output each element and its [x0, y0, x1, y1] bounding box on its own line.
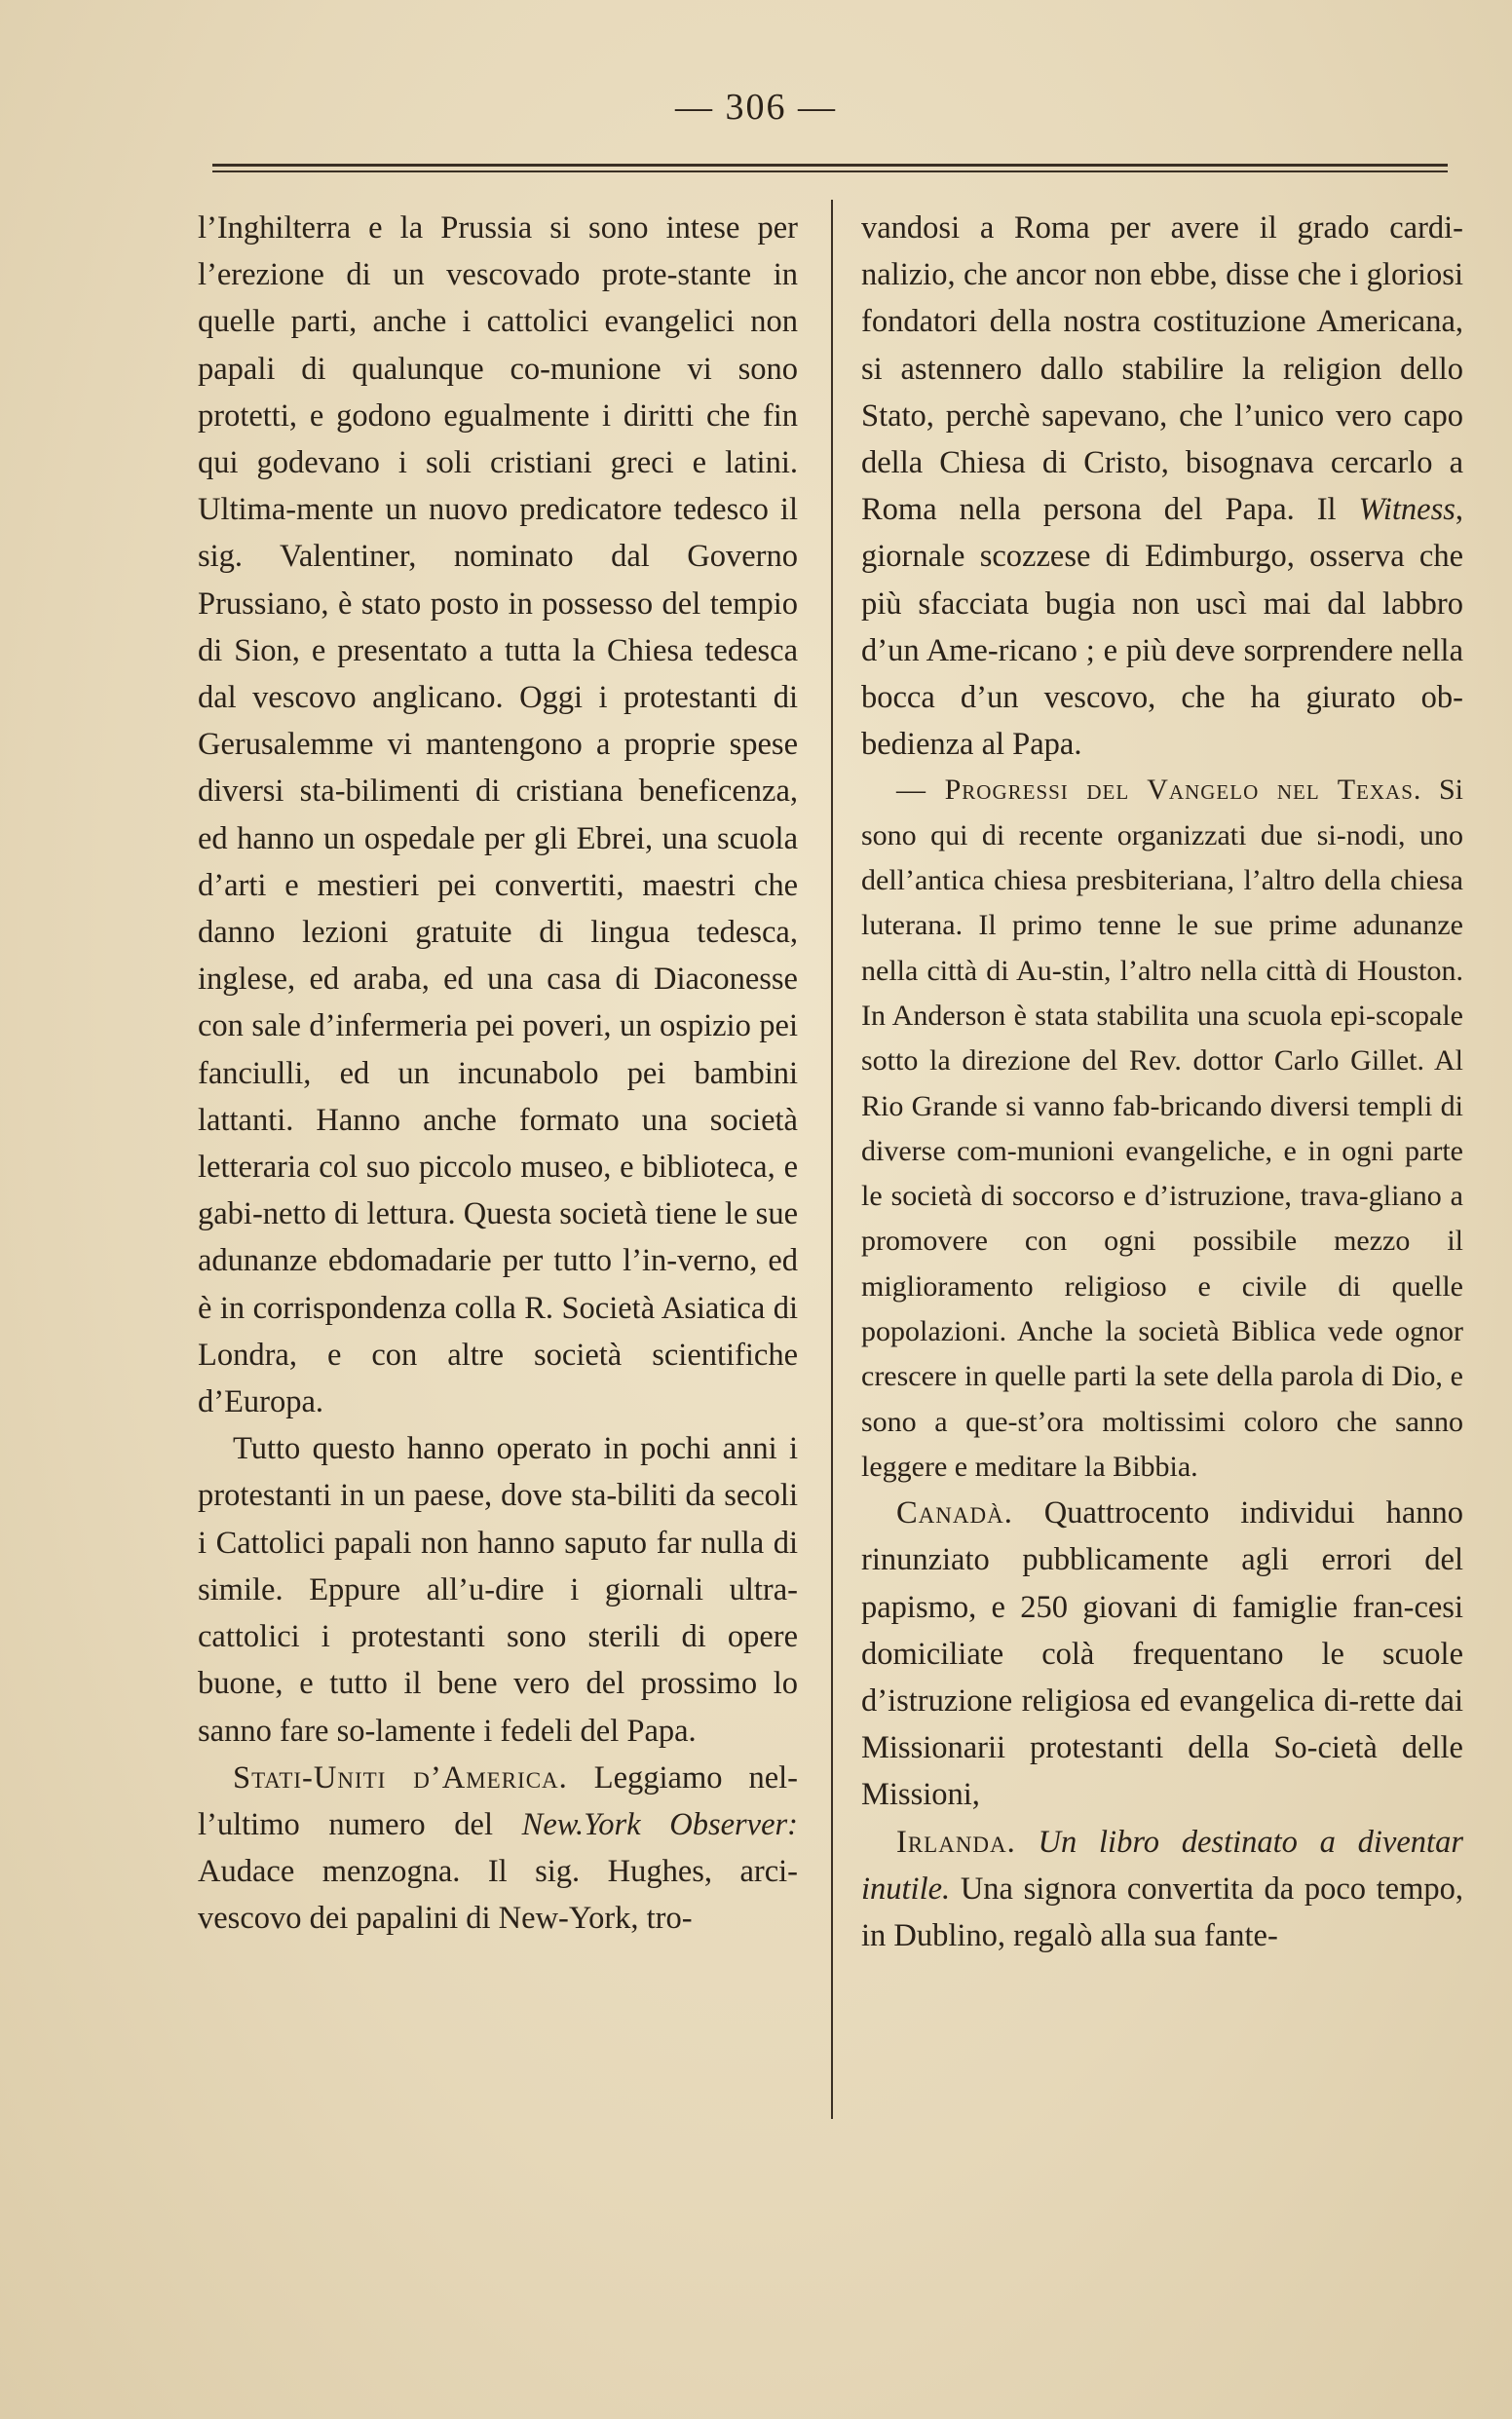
newspaper-title: New.York Observer:	[521, 1806, 798, 1842]
section-heading-canada: Canadà.	[896, 1495, 1013, 1531]
left-paragraph-jerusalem: l’Inghilterra e la Prussia si sono intese per l’erezione di un vescovado prote-stante in quelle parti, anche i cattolici evangelici non papali di qualunque co-munione vi sono protetti, e godono egualmente i diritti che fin qui godevano i soli cristiani greci e latini. Ultima-mente un nuovo predicatore tedesco il sig. Valentiner, nominato dal Governo Prussiano, è stato posto in possesso del tempio di Sion, e presentato a tutta la Chiesa tedesca dal vescovo anglicano. Oggi i protestanti di Gerusalemme vi mantengono a proprie spese diversi sta-bilimenti di cristiana beneficenza, ed hanno un ospedale per gli Ebrei, una scuola d’arti e mestieri pei convertiti, maestri che danno lezioni gratuite di lingua tedesca, inglese, ed araba, ed una casa di Diaconesse con sale d’infermeria pei poveri, un ospizio pei fanciulli, ed un incunabolo pei bambini lattanti. Hanno anche formato una società letteraria col suo piccolo museo, e biblioteca, e gabi-netto di lettura. Questa società tiene le sue adunanze ebdomadarie per tutto l’in-verno, ed è in corrispondenza colla R. Società Asiatica di Londra, e con altre società scientifiche d’Europa.	[198, 210, 798, 1420]
column-divider	[831, 200, 833, 2119]
section-heading-texas: — Progressi del Vangelo nel Texas.	[896, 774, 1422, 807]
usa-text-end: Audace menzogna. Il sig. Hughes, arci-vescovo dei papalini di New-York, tro-	[198, 1854, 798, 1937]
header-rule-thin	[212, 170, 1448, 172]
right-paragraph-canada	[861, 1490, 1463, 1818]
ireland-text: Una signora convertita da poco tempo, in Dublino, regalò alla sua fante-	[861, 1871, 1463, 1954]
texas-text: Si sono qui di recente organizzati due si-nodi, uno dell’antica chiesa presbiteriana, l’altro della chiesa luterana. Il primo tenne le sue prime adunanze nella città di Au-stin, l’altro nella città di Houston. In Anderson è stata stabilita una scuola epi-scopale sotto la direzione del Rev. dottor Carlo Gillet. Al Rio Grande si vanno fab-bricando diversi templi di diverse com-munioni evangeliche, e in ogni parte le società di soccorso e d’istruzione, trava-gliano a promovere con ogni possibile mezzo il miglioramento religioso e civile di quelle popolazioni. Anche la società Biblica vede ognor crescere in quelle parti la sete della parola di Dio, e sono a que-st’ora moltissimi coloro che sanno leggere e meditare la Bibbia.	[861, 774, 1463, 1483]
continuation-text-end: , giornale scozzese di Edimburgo, osserva che più sfacciata bugia non uscì mai dal labbro d’un Ame-ricano ; e più deve sorprendere nella bocca d’un vescovo, che ha giurato ob-bedienza al Papa.	[861, 492, 1463, 763]
left-paragraph-usa	[198, 1755, 798, 1943]
header-rule	[212, 164, 1448, 167]
right-column	[861, 205, 1463, 1959]
continuation-text: vandosi a Roma per avere il grado cardi-nalizio, che ancor non ebbe, disse che i gloriosi fondatori della nostra costituzione Americana, si astennero dallo stabilire la religion dello Stato, perchè sapevano, che l’unico vero capo della Chiesa di Cristo, bisognava cercarlo a Roma nella persona del Papa. Il	[861, 210, 1463, 528]
section-heading-usa: Stati-Uniti d’America.	[233, 1759, 568, 1795]
witness-title: Witness	[1358, 492, 1455, 528]
left-paragraph-summary: Tutto questo hanno operato in pochi anni i protestanti in un paese, dove sta-biliti da secoli i Cattolici papali non hanno saputo far nulla di simile. Eppure all’u-dire i giornali ultra-cattolici i protestanti sono sterili di opere buone, e tutto il bene vero del prossimo lo sanno fare so-lamente i fedeli del Papa.	[198, 1431, 798, 1749]
canada-text: Quattrocento individui hanno rinunziato pubblicamente agli errori del papismo, e 250 giovani di famiglie fran-cesi domiciliate colà frequentano le scuole d’istruzione religiosa ed evangelica di-rette dai Missionarii protestanti della So-cietà delle Missioni,	[861, 1495, 1463, 1813]
ireland-italic-title: Un libro destinato a diventar inutile.	[861, 1824, 1463, 1907]
right-paragraph-ireland	[861, 1819, 1463, 1960]
section-heading-ireland: Irlanda.	[896, 1824, 1016, 1860]
right-paragraph-texas	[861, 768, 1463, 1490]
page-number: — 306 —	[675, 87, 837, 128]
usa-text-start: Leggiamo nel-l’ultimo numero del	[198, 1759, 798, 1842]
right-paragraph-continuation	[861, 205, 1463, 768]
left-column	[198, 205, 798, 1943]
